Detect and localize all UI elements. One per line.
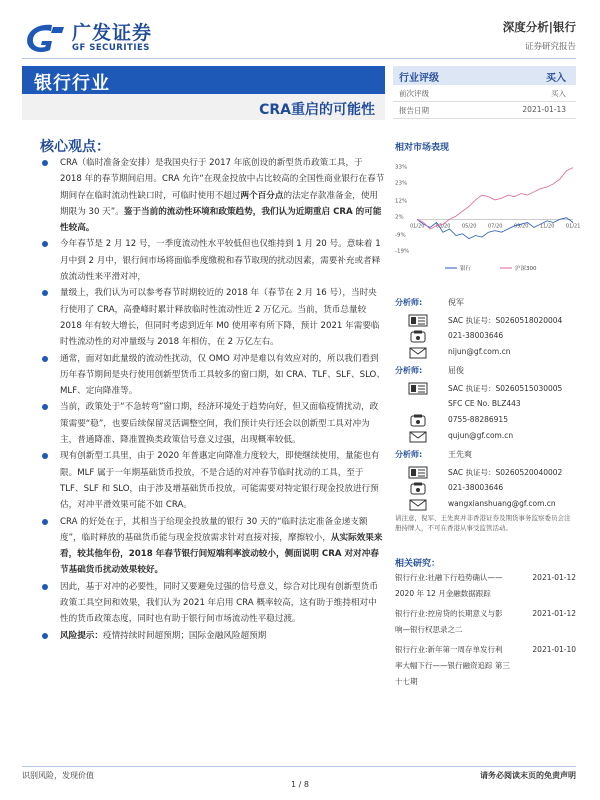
bullet-text: CRA 的好处在于，其相当于给现金投放量的银行 30 天的“临时法定准备金递支额度”，临时释放的基础货币能与现金投放需求针对直接对接，摩擦较小，: [60, 516, 368, 543]
analyst-list: [395, 297, 576, 517]
relative-performance-chart: [395, 158, 581, 278]
core-view-bullet: [40, 448, 385, 513]
y-tick-label: 2%: [395, 214, 404, 221]
y-tick-label: -19%: [395, 248, 410, 255]
bullet-text: 今年春节是 2 月 12 号，一季度流动性水平较低但也仅维持到 1 月 20 号。意味着 1 月中到 2 月中，银行间市场将面临季度缴税和春节取现的扰动因素，需要补充或者释放流动性来平滑对冲，: [60, 239, 381, 283]
analyst-cert-line: [395, 381, 576, 397]
rating-header: [393, 66, 576, 85]
logo-en: GF SECURITIES: [72, 43, 150, 53]
analyst-phone-line: [395, 329, 576, 345]
analyst-cert-line: [395, 465, 576, 481]
report-type: 深度分析|银行: [502, 20, 576, 34]
related-research-date: 2021-01-12: [532, 609, 576, 618]
analyst-name-line: [395, 449, 576, 465]
bullet-dot-icon: [42, 241, 48, 247]
bullet-dot-icon: [42, 633, 48, 639]
core-views-list: [40, 155, 385, 644]
bullet-dot-icon: [42, 356, 48, 362]
analyst-sfc-cert-line: [395, 397, 576, 413]
header-divider: [22, 58, 576, 59]
bullet-text: CRA（临时准备金安排）是我国央行于 2017 年底创设的新型货币政策工具，于 2018 年的春节期间启用。CRA 允许“在现金投放中占比较高的全国性商业银行在春节期间存在临时流动性缺口时，可临时使用不超过: [60, 158, 385, 201]
analyst-label: 分析师:: [395, 298, 423, 307]
analyst-phone-line: [395, 413, 576, 429]
bullet-text: 量级上，我们认为可以参考春节时期较近的 2018 年（春节在 2 月 16 号），当时央行使用了 CRA，高叠峰时累计释放临时性流动性近 2 万亿元。当前，货币总量较 2018 年有较大增长，但同时考虑到近年 M0 使用率有所下降，预计 2021 年需要临时性流动性的对冲量级与 2018 年相仿，在 2 万亿左右。: [60, 288, 380, 348]
related-research-title: 相关研究：: [395, 559, 441, 569]
bullet-dot-icon: [42, 519, 48, 525]
analyst-disclaimer: 请注意，倪军、王先爽并非香港证券及期货事务监察委员会注册持牌人，不可在香港从事受监管活动。: [395, 514, 571, 532]
analyst-email[interactable]: qujun@gf.com.cn: [448, 431, 514, 440]
related-research-date: 2021-01-12: [532, 573, 576, 582]
analyst-name: 倪军: [448, 298, 464, 307]
rating-box: [393, 66, 576, 119]
bullet-text-bold: 风险提示：: [60, 630, 103, 641]
analyst-name: 王先爽: [448, 450, 472, 459]
core-view-bullet: [40, 285, 385, 350]
report-sub: 证券研究报告: [524, 42, 576, 52]
bullet-text: 现有创新型工具里，由于 2020 年普惠定向降准力度较大，即使继续使用，量能也有限。MLF 属于一年期基础货币投放，不是合适的对冲春节临时扰动的工具，至于 TLF、SLF 和 SLO，由于涉及增基础货币投放，可能需要对特定银行现金投放进行预估，对冲平滑效果可能不如 CRA。: [60, 451, 380, 511]
core-view-bullet: [40, 579, 385, 628]
footer-divider: [22, 766, 576, 767]
report-title: CRA重启的可能性: [259, 102, 375, 118]
industry-banner: [22, 66, 385, 94]
analyst-block: [395, 449, 576, 513]
x-tick-label: 03/20: [436, 223, 451, 230]
prev-rating-row: [393, 85, 576, 102]
email-icon: [408, 498, 428, 511]
logo-cn: 广发证券: [72, 22, 153, 44]
related-research-item[interactable]: [395, 570, 576, 602]
chart-title: 相对市场表现: [395, 143, 450, 153]
bullet-text: 当前，政策处于“不急转弯”窗口期，经济环境处于趋势向好，但又面临疫情扰动，政策需要“稳”，也要后续保留灵活调整空间，我们预计央行还会以创新型工具对冲为主，普通降准、降准置换类政策信号意义过强，出现概率较低。: [60, 402, 379, 446]
industry-name: 银行行业: [34, 73, 110, 94]
analyst-phone-line: [395, 481, 576, 497]
bullet-dot-icon: [42, 404, 48, 410]
certificate-icon: [408, 466, 428, 479]
analyst-cert: SAC 执证号：S0260518020004: [448, 316, 563, 325]
report-date-label: 报告日期: [399, 106, 429, 115]
analyst-phone: 021-38003646: [448, 483, 504, 492]
x-tick-label: 01/20: [410, 223, 425, 230]
x-tick-label: 11/20: [540, 223, 555, 230]
y-tick-label: 12%: [395, 198, 408, 205]
related-research-list: [395, 570, 576, 694]
rating-label: 行业评级: [399, 73, 439, 84]
analyst-block: [395, 365, 576, 445]
email-icon: [408, 430, 428, 443]
analyst-email-line: [395, 429, 576, 445]
certificate-icon: [408, 382, 428, 395]
gf-logo-icon: [22, 21, 66, 55]
bullet-text: 因此，基于对冲的必要性，同时又要避免过强的信号意义，综合对比现有创新型货币政策工具空间和效果，我们认为 2021 年启用 CRA 概率较高，这有助于维持相对中性的货币政策态度，同时也有助于银行间市场流动性平稳过渡。: [60, 581, 378, 625]
analyst-label: 分析师:: [395, 450, 423, 459]
analyst-cert-line: [395, 313, 576, 329]
related-research-text: 银行行业:新年第一周存单发行利率大幅下行——银行融资追踪 第三十七期: [395, 645, 510, 686]
phone-icon: [408, 414, 428, 427]
related-research-text: 银行行业:社融下行趋势确认——2020 年 12 月金融数据跟踪: [395, 573, 503, 598]
legend-label: 沪深300: [515, 266, 537, 272]
bullet-dot-icon: [42, 290, 48, 296]
analyst-name: 屈俊: [448, 366, 464, 375]
gf-logo: [22, 18, 152, 58]
report-title-bar: [22, 94, 385, 120]
analyst-cert: SAC 执证号：S0260520040002: [448, 468, 563, 477]
prev-rating-value: 买入: [551, 89, 566, 98]
analyst-email[interactable]: wangxianshuang@gf.com.cn: [448, 499, 556, 508]
analyst-name-line: [395, 365, 576, 381]
analyst-sfc-cert: SFC CE No. BLZ443: [448, 399, 521, 408]
report-date-row: [393, 102, 576, 119]
bullet-dot-icon: [42, 453, 48, 459]
analyst-label: 分析师:: [395, 366, 423, 375]
analyst-phone: 0755-88286915: [448, 415, 508, 424]
analyst-phone: 021-38003646: [448, 331, 504, 340]
y-tick-label: 33%: [395, 164, 408, 171]
bullet-text-bold: 从实际效果来看，较其他年份，2018 年春节银行间短端利率波动较小，侧面说明 CRA 对对冲春节基础货币扰动效果较好。: [60, 532, 383, 576]
y-tick-label: -9%: [395, 232, 406, 239]
bullet-text: 的法定存款准备金，使用期限为 30 天”。: [60, 190, 379, 217]
bullet-dot-icon: [42, 160, 48, 166]
x-tick-label: 01/21: [566, 223, 581, 230]
core-views-title: 核心观点：: [40, 139, 110, 155]
legend-label: 银行: [460, 266, 472, 272]
certificate-icon: [408, 314, 428, 327]
bullet-text: 疫情持续时间超预期；国际金融风险超预期: [102, 630, 267, 641]
related-research-text: 银行行业:控房贷的长期意义与影响—银行权思录之二: [395, 609, 503, 634]
x-tick-label: 09/20: [514, 223, 529, 230]
related-research-item[interactable]: [395, 606, 576, 638]
footer-slogan: 识别风险，发现价值: [22, 771, 94, 780]
footer-disclaimer-link[interactable]: 请务必阅读末页的免责声明: [480, 771, 576, 780]
analyst-cert: SAC 执证号：S0260515030005: [448, 384, 563, 393]
core-view-bullet: [40, 514, 385, 579]
core-view-bullet: [40, 628, 385, 644]
y-tick-label: 23%: [395, 180, 408, 187]
analyst-email-line: [395, 497, 576, 513]
x-tick-label: 05/20: [462, 223, 477, 230]
report-date-value: 2021-01-13: [522, 105, 566, 114]
bullet-text: 通常，面对如此量级的流动性扰动，仅 OMO 对冲是难以有效应对的，所以我们看到历年春节期间是央行使用创新型货币工具较多的窗口期，如 CRA、TLF、SLF、SLO、MLF、定向降准等。: [60, 353, 385, 397]
phone-icon: [408, 330, 428, 343]
series-line-1: [417, 168, 573, 229]
analyst-email[interactable]: nijun@gf.com.cn: [448, 347, 511, 356]
rating-value: 买入: [546, 73, 566, 84]
bullet-dot-icon: [42, 584, 48, 590]
core-view-bullet: [40, 399, 385, 448]
phone-icon: [408, 482, 428, 495]
email-icon: [408, 346, 428, 359]
core-view-bullet: [40, 236, 385, 285]
analyst-block: [395, 297, 576, 361]
core-view-bullet: [40, 351, 385, 400]
x-tick-label: 07/20: [488, 223, 503, 230]
bullet-text-bold: 鉴于当前的流动性环境和政策趋势，我们认为近期重启 CRA 的可能性较高。: [60, 206, 382, 234]
prev-rating-label: 前次评级: [399, 89, 429, 98]
analyst-email-line: [395, 345, 576, 361]
analyst-name-line: [395, 297, 576, 313]
page-number: 1 / 8: [291, 780, 309, 789]
related-research-item[interactable]: [395, 642, 576, 690]
bullet-text-bold: 两个百分点: [240, 190, 284, 201]
related-research-date: 2021-01-10: [532, 645, 576, 654]
core-view-bullet: [40, 155, 385, 236]
